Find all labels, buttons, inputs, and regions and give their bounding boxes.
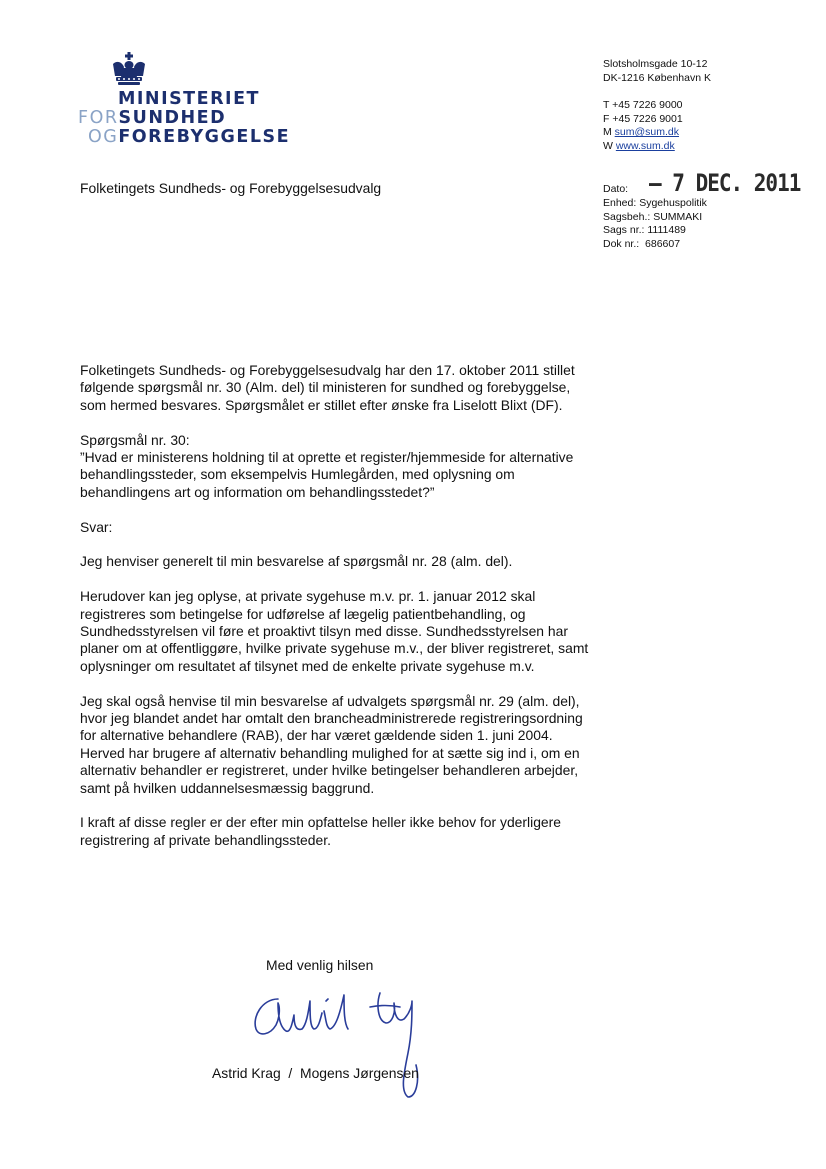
- document-number: Dok nr.: 686607: [603, 237, 681, 250]
- question-text: ”Hvad er ministerens holdning til at oprette et register/hjemmeside for alternative behandlingssteder, som eksempelvis Humlegården, med oplysning om behandlingens art og information om behandlingsstedet?”: [80, 449, 574, 500]
- answer-paragraph-4: I kraft af disse regler er der efter min opfattelse heller ikke behov for yderligere registrering af private behandlingssteder.: [80, 814, 561, 848]
- letter-body: [80, 362, 600, 849]
- recipient: Folketingets Sundheds- og Forebyggelsesudvalg: [80, 180, 382, 196]
- date-label: Dato:: [603, 183, 629, 195]
- fax-number: +45 7226 9001: [612, 112, 683, 125]
- answer-paragraph-3: Jeg skal også henvise til min besvarelse af udvalgets spørgsmål nr. 29 (alm. del), hvor jeg blandet andet har omtalt den brancheadministrerede registreringsordning for alternative behandlere (RAB), der har været gældende siden 1. juni 2004. Herved har brugere af alternativ behandling mulighed for at sætte sig ind i, om en alternativ behandler er registreret, under hvilke betingelser behandleren arbejder, samt på hvilken uddannelsesmæssig baggrund.: [80, 692, 583, 796]
- handwritten-signature: [240, 985, 450, 1105]
- website: [603, 140, 711, 154]
- crown-icon: [110, 52, 148, 86]
- website-prefix: W: [603, 139, 613, 152]
- fax-prefix: F: [603, 112, 610, 125]
- telephone: [603, 99, 711, 113]
- logo-line-ministeriet: MINISTERIET: [118, 89, 260, 109]
- answer-paragraph-2: Herudover kan jeg oplyse, at private sygehuse m.v. pr. 1. januar 2012 skal registreres som betingelse for udførelse af lægelig patientbehandling, og Sundhedsstyrelsen vil føre et proaktivt tilsyn med disse. Sundhedsstyrelsen har planer om at offentliggøre, hvilke private sygehuse m.v., der bliver registreret, samt oplysninger om resultatet af tilsynet med de enkelte private sygehuse m.v.: [80, 588, 589, 674]
- signatories: Astrid Krag / Mogens Jørgensen: [212, 1065, 419, 1081]
- meta-block: [603, 197, 707, 251]
- logo-line-sundhed: [78, 108, 226, 129]
- logo-prefix-og: OG: [88, 127, 119, 147]
- email-link[interactable]: sum@sum.dk: [614, 126, 680, 138]
- logo-word-sundhed: SUNDHED: [118, 108, 227, 128]
- case-number: Sags nr.: 1111489: [603, 224, 686, 236]
- date-stamp: – 7 DEC. 2011: [649, 169, 801, 197]
- email: [603, 126, 711, 140]
- answer-paragraph-1: Jeg henviser generelt til min besvarelse af spørgsmål nr. 28 (alm. del).: [80, 553, 513, 570]
- question-label: Spørgsmål nr. 30:: [80, 431, 190, 448]
- email-prefix: M: [603, 126, 612, 138]
- contact-block: [603, 58, 711, 153]
- logo-line-forebyggelse: [88, 127, 290, 148]
- logo-word-forebyggelse: FOREBYGGELSE: [118, 127, 291, 147]
- address-line-2: DK-1216 København K: [603, 71, 711, 84]
- telephone-number: +45 7226 9000: [612, 99, 683, 111]
- telephone-prefix: T: [603, 99, 610, 111]
- caseworker: Sagsbeh.: SUMMAKI: [603, 210, 703, 223]
- answer-label: Svar:: [80, 518, 113, 535]
- logo-prefix-for: FOR: [78, 108, 119, 128]
- unit: Enhed: Sygehuspolitik: [603, 197, 707, 209]
- greeting: Med venlig hilsen: [266, 957, 374, 973]
- fax: [603, 113, 711, 127]
- website-link[interactable]: www.sum.dk: [615, 139, 675, 152]
- intro-paragraph: Folketingets Sundheds- og Forebyggelsesudvalg har den 17. oktober 2011 stillet følgende spørgsmål nr. 30 (Alm. del) til ministeren for sundhed og forebyggelse, som hermed besvares. Spørgsmålet er stillet efter ønske fra Liselott Blixt (DF).: [80, 362, 575, 413]
- address-line-1: Slotsholmsgade 10-12: [603, 58, 708, 70]
